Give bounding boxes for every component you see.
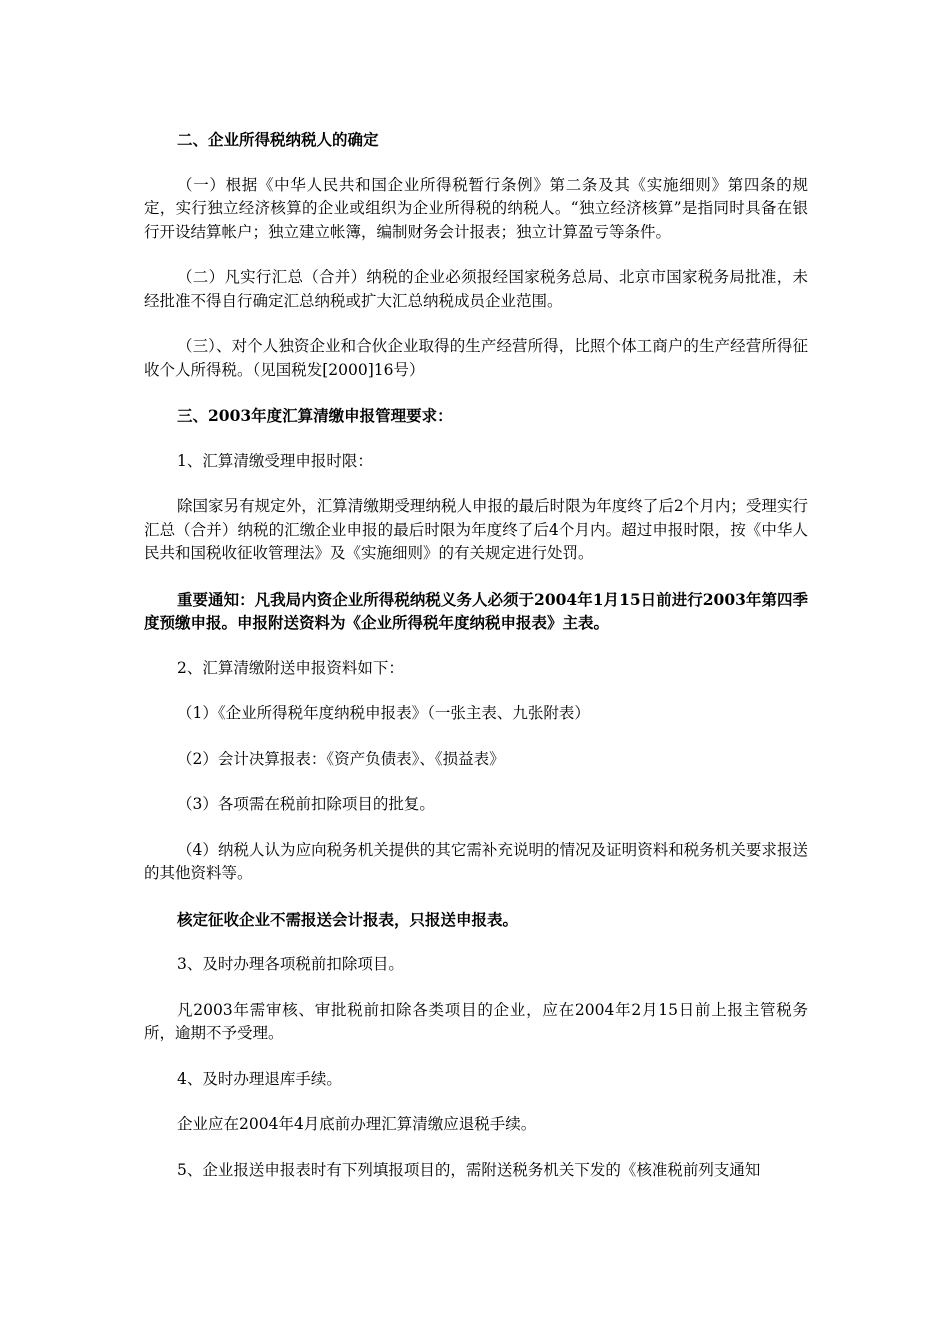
list-item: （2）会计决算报表：《资产负债表》、《损益表》 (177, 749, 505, 768)
paragraph: 1、汇算清缴受理申报时限： (177, 451, 373, 470)
paragraph: （一）根据《中华人民共和国企业所得税暂行条例》第二条及其《实施细则》第四条的规定，实行独立经济核算的企业或组织为企业所得税的纳税人。“独立经济核算”是指同时具备在银行开设结算帐户；独立建立帐簿，编制财务会计报表；独立计算盈亏等条件。 (144, 175, 808, 241)
document-page (144, 128, 808, 1204)
paragraph: 3、及时办理各项税前扣除项目。 (177, 955, 404, 973)
paragraph: （三）、对个人独资企业和合伙企业取得的生产经营所得，比照个体工商户的生产经营所得征收个人所得税。（见国税发[2000]16号） (144, 337, 808, 379)
paragraph: 凡2003年需审核、审批税前扣除各类项目的企业，应在2004年2月15日前上报主管税务所，逾期不予受理。 (144, 1000, 808, 1042)
list-item: （3）各项需在税前扣除项目的批复。 (177, 795, 435, 813)
paragraph: 4、及时办理退库手续。 (177, 1069, 342, 1088)
paragraph: （二）凡实行汇总（合并）纳税的企业必须报经国家税务总局、北京市国家税务局批准，未经批准不得自行确定汇总纳税或扩大汇总纳税成员企业范围。 (144, 268, 808, 310)
paragraph: 2、汇算清缴附送申报资料如下： (177, 658, 404, 677)
important-notice: 重要通知：凡我局内资企业所得税纳税义务人必须于2004年1月15日前进行2003年第四季度预缴申报。申报附送资料为《企业所得税年度纳税申报表》主表。 (144, 589, 808, 632)
paragraph: 除国家另有规定外，汇算清缴期受理纳税人申报的最后时限为年度终了后2个月内；受理实行汇总（合并）纳税的汇缴企业申报的最后时限为年度终了后4个月内。超过申报时限，按《中华人民共和国税收征收管理法》及《实施细则》的有关规定进行处罚。 (144, 497, 808, 562)
paragraph: 企业应在2004年4月底前办理汇算清缴应退税手续。 (177, 1115, 537, 1133)
list-item: （4）纳税人认为应向税务机关提供的其它需补充说明的情况及证明资料和税务机关要求报送的其他资料等。 (144, 840, 808, 882)
section-heading: 二、企业所得税纳税人的确定 (177, 130, 379, 149)
paragraph: 5、企业报送申报表时有下列填报项目的，需附送税务机关下发的《核准税前列支通知 (177, 1160, 761, 1179)
bold-note: 核定征收企业不需报送会计报表，只报送申报表。 (177, 909, 519, 929)
list-item: （1）《企业所得税年度纳税申报表》（一张主表、九张附表） (177, 704, 590, 722)
section-heading: 三、2003年度汇算清缴申报管理要求： (177, 406, 453, 425)
